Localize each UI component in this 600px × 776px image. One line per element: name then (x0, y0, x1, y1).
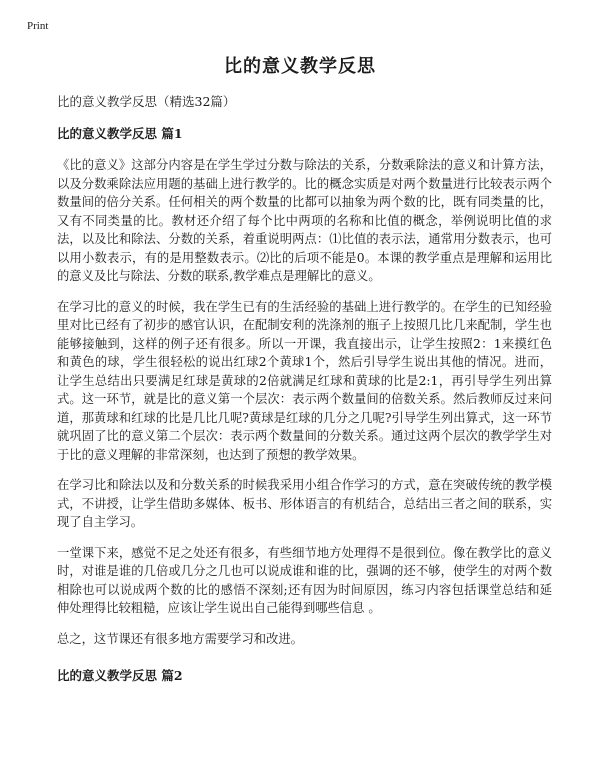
paragraph: 一堂课下来，感觉不足之处还有很多，有些细节地方处理得不是很到位。像在教学比的意义时，对谁是谁的几倍或几分之几也可以说成谁和谁的比，强调的还不够，使学生的对两个数相除也可以说成两个数的比的感悟不深刻;还有因为时间原因，练习内容包括课堂总结和延伸处理得比较粗糙，应该让学生说出自己能得到哪些信息 。 (57, 545, 552, 615)
paragraph: 《比的意义》这部分内容是在学生学过分数与除法的关系，分数乘除法的意义和计算方法，以及分数乘除法应用题的基础上进行教学的。比的概念实质是对两个数量进行比较表示两个数量间的倍分关系。任何相关的两个数量的比都可以抽象为两个数的比，既有同类量的比，又有不同类量的比。教材还介绍了每个比中两项的名称和比值的概念，举例说明比值的求法，以及比和除法、分数的关系，着重说明两点：⑴比值的表示法，通常用分数表示，也可以用小数表示，有的是用整数表示。⑵比的后项不能是0。本课的教学重点是理解和运用比的意义及比与除法、分数的联系,教学难点是理解比的意义。 (57, 158, 552, 283)
document-body (57, 92, 552, 698)
paragraph: 在学习比的意义的时候，我在学生已有的生活经验的基础上进行教学的。在学生的已知经验里对比已经有了初步的感官认识，在配制安利的洗涤剂的瓶子上按照几比几来配制，学生也能够接触到，这样的例子还有很多。所以一开课，我直接出示，让学生按照2：1来摸红色和黄色的球，学生很轻松的说出红球2个黄球1个，然后引导学生说出其他的情况。进而，让学生总结出只要满足红球是黄球的2倍就满足红球和黄球的比是2:1，再引导学生列出算式。这一环节，就是比的意义第一个层次：表示两个数量间的倍数关系。然后教师反过来问道，那黄球和红球的比是几比几呢?黄球是红球的几分之几呢?引导学生列出算式，这一环节就巩固了比的意义第二个层次：表示两个数量间的分数关系。通过这两个层次的教学学生对于比的意义理解的非常深刻，也达到了预想的教学效果。 (57, 299, 552, 462)
section-heading-1: 比的意义教学反思 篇1 (57, 126, 183, 141)
page-title: 比的意义教学反思 (224, 56, 376, 77)
paragraph: 总之，这节课还有很多地方需要学习和改进。 (57, 631, 303, 646)
document-subtitle: 比的意义教学反思（精选32篇） (57, 94, 236, 109)
paragraph: 在学习比和除法以及和分数关系的时候我采用小组合作学习的方式，意在突破传统的教学模式，不讲授，让学生借助多媒体、板书、形体语言的有机结合，总结出三者之间的联系，实现了自主学习。 (57, 478, 552, 529)
section-heading-2: 比的意义教学反思 篇2 (57, 668, 183, 683)
print-link[interactable]: Print (27, 20, 49, 32)
